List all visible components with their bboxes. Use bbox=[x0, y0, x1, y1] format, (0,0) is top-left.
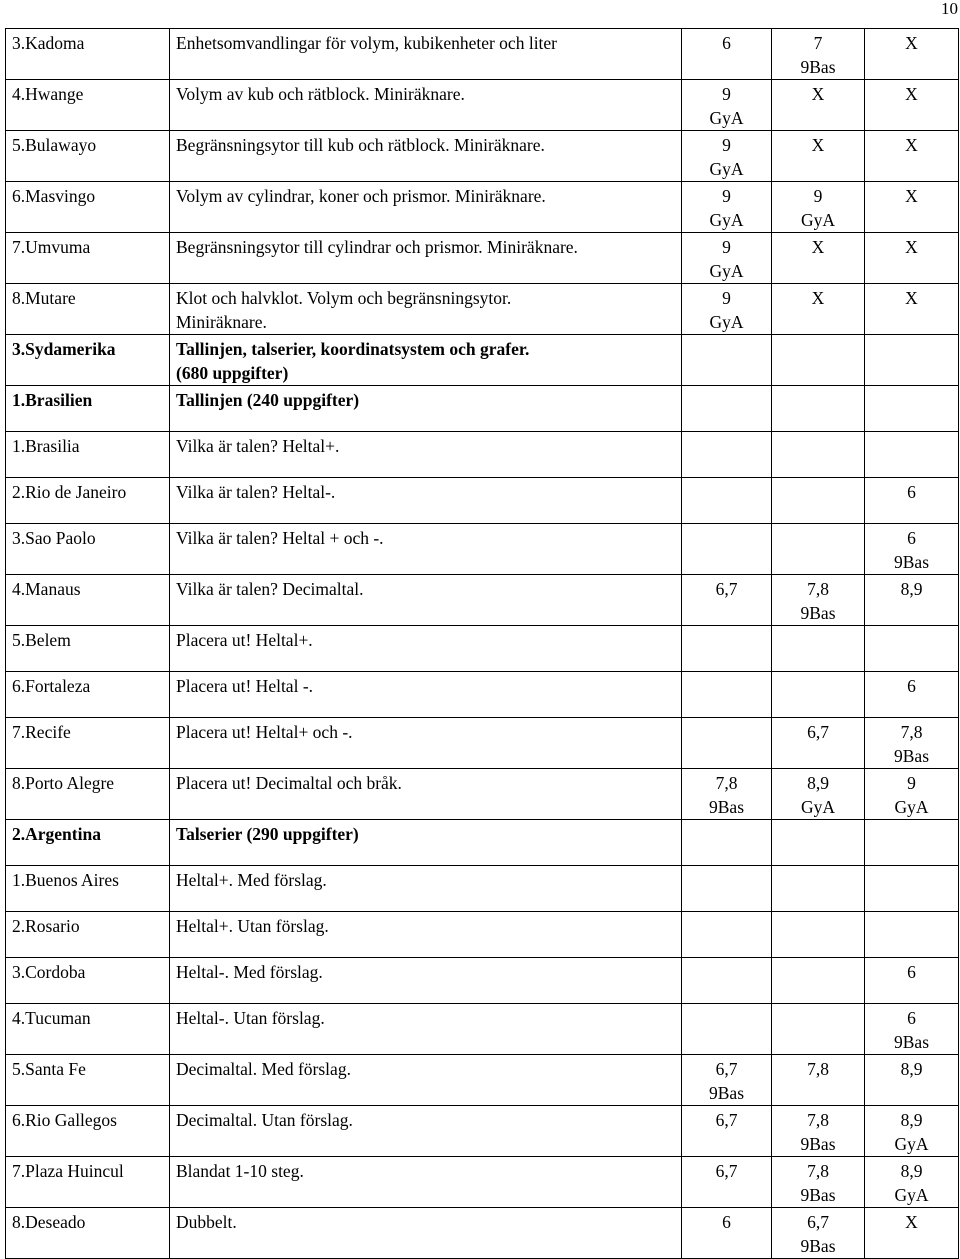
row-description-cell bbox=[170, 1208, 682, 1259]
level-cell-2-text: 8,9 GyA bbox=[800, 773, 836, 817]
row-description-cell-text: Heltal-. Med förslag. bbox=[176, 962, 323, 982]
row-name-cell-text: 7.Umvuma bbox=[12, 237, 91, 257]
row-name-cell bbox=[6, 182, 170, 233]
level-cell-3 bbox=[865, 958, 959, 1004]
level-cell-3-text: 6 bbox=[907, 962, 916, 982]
row-name-cell-text: 8.Deseado bbox=[12, 1212, 86, 1232]
level-cell-3-text: X bbox=[905, 288, 918, 308]
row-description-cell-text: Blandat 1-10 steg. bbox=[176, 1161, 304, 1181]
course-table bbox=[5, 28, 959, 1259]
level-cell-3 bbox=[865, 335, 959, 386]
row-description-cell bbox=[170, 718, 682, 769]
row-name-cell-text: 1.Brasilia bbox=[12, 436, 80, 456]
table-row bbox=[6, 233, 959, 284]
level-cell-1-text: 6,7 bbox=[715, 1110, 738, 1130]
row-description-cell-text: Placera ut! Heltal -. bbox=[176, 676, 314, 696]
row-description-cell-text: Vilka är talen? Decimaltal. bbox=[176, 579, 364, 599]
row-name-cell-text: 5.Belem bbox=[12, 630, 71, 650]
row-name-cell-text: 8.Mutare bbox=[12, 288, 76, 308]
level-cell-1-text: 9 GyA bbox=[709, 135, 744, 179]
level-cell-2-text: X bbox=[811, 237, 825, 257]
level-cell-2 bbox=[772, 672, 865, 718]
level-cell-1-text: 6,7 bbox=[715, 579, 738, 599]
level-cell-1-text: 7,8 9Bas bbox=[709, 773, 744, 817]
level-cell-1 bbox=[682, 958, 772, 1004]
row-description-cell bbox=[170, 386, 682, 432]
level-cell-1 bbox=[682, 131, 772, 182]
level-cell-3 bbox=[865, 386, 959, 432]
row-description-cell-text: Volym av cylindrar, koner och prismor. Miniräknare. bbox=[176, 186, 546, 206]
level-cell-2-text: 6,7 bbox=[807, 722, 829, 742]
level-cell-2 bbox=[772, 335, 865, 386]
row-description-cell bbox=[170, 284, 682, 335]
level-cell-1 bbox=[682, 1055, 772, 1106]
table-row bbox=[6, 478, 959, 524]
level-cell-3-text: 8,9 bbox=[900, 1059, 923, 1079]
level-cell-2 bbox=[772, 912, 865, 958]
row-name-cell-text: 2.Rosario bbox=[12, 916, 80, 936]
row-description-cell bbox=[170, 866, 682, 912]
level-cell-2-text: X bbox=[811, 288, 825, 308]
level-cell-3 bbox=[865, 769, 959, 820]
level-cell-1 bbox=[682, 284, 772, 335]
level-cell-2 bbox=[772, 131, 865, 182]
row-name-cell-text: 3.Sydamerika bbox=[12, 339, 116, 359]
table-row bbox=[6, 386, 959, 432]
row-description-cell bbox=[170, 233, 682, 284]
table-row bbox=[6, 820, 959, 866]
level-cell-1 bbox=[682, 80, 772, 131]
row-description-cell bbox=[170, 524, 682, 575]
level-cell-3-text: 6 bbox=[907, 676, 916, 696]
row-name-cell-text: 3.Kadoma bbox=[12, 33, 85, 53]
level-cell-3 bbox=[865, 575, 959, 626]
table-row bbox=[6, 866, 959, 912]
page-number: 10 bbox=[941, 0, 958, 18]
level-cell-1 bbox=[682, 866, 772, 912]
row-name-cell bbox=[6, 958, 170, 1004]
table-row bbox=[6, 672, 959, 718]
level-cell-2 bbox=[772, 575, 865, 626]
row-description-cell-text: Klot och halvklot. Volym och begränsningsytor. Miniräknare. bbox=[176, 288, 512, 332]
row-description-cell bbox=[170, 182, 682, 233]
table-row bbox=[6, 335, 959, 386]
level-cell-3 bbox=[865, 524, 959, 575]
course-table-body bbox=[6, 29, 959, 1259]
level-cell-2 bbox=[772, 386, 865, 432]
level-cell-3-text: X bbox=[905, 186, 918, 206]
row-description-cell-text: Enhetsomvandlingar för volym, kubikenheter och liter bbox=[176, 33, 558, 53]
table-row bbox=[6, 958, 959, 1004]
table-row bbox=[6, 1004, 959, 1055]
level-cell-2 bbox=[772, 718, 865, 769]
level-cell-3-text: 6 9Bas bbox=[894, 1008, 929, 1052]
level-cell-1-text: 9 GyA bbox=[709, 237, 744, 281]
level-cell-2-text: 7,8 bbox=[807, 1059, 829, 1079]
level-cell-2-text: 7,8 9Bas bbox=[800, 579, 836, 623]
row-name-cell bbox=[6, 575, 170, 626]
level-cell-2 bbox=[772, 233, 865, 284]
level-cell-2 bbox=[772, 1106, 865, 1157]
row-name-cell-text: 4.Hwange bbox=[12, 84, 84, 104]
row-name-cell-text: 3.Cordoba bbox=[12, 962, 86, 982]
level-cell-3 bbox=[865, 233, 959, 284]
level-cell-3-text: X bbox=[905, 135, 918, 155]
level-cell-2 bbox=[772, 626, 865, 672]
row-description-cell-text: Placera ut! Decimaltal och bråk. bbox=[176, 773, 402, 793]
row-description-cell-text: Heltal+. Med förslag. bbox=[176, 870, 327, 890]
level-cell-1-text: 9 GyA bbox=[709, 186, 744, 230]
row-name-cell bbox=[6, 820, 170, 866]
row-description-cell-text: Placera ut! Heltal+. bbox=[176, 630, 313, 650]
level-cell-1 bbox=[682, 1004, 772, 1055]
row-name-cell bbox=[6, 432, 170, 478]
table-row bbox=[6, 575, 959, 626]
row-name-cell-text: 7.Plaza Huincul bbox=[12, 1161, 124, 1181]
row-name-cell-text: 6.Fortaleza bbox=[12, 676, 91, 696]
row-description-cell bbox=[170, 958, 682, 1004]
level-cell-3 bbox=[865, 1157, 959, 1208]
level-cell-1 bbox=[682, 432, 772, 478]
table-row bbox=[6, 1208, 959, 1259]
row-description-cell-text: Vilka är talen? Heltal + och -. bbox=[176, 528, 384, 548]
level-cell-3-text: 7,8 9Bas bbox=[894, 722, 929, 766]
row-name-cell-text: 3.Sao Paolo bbox=[12, 528, 96, 548]
level-cell-3 bbox=[865, 672, 959, 718]
level-cell-1 bbox=[682, 672, 772, 718]
row-description-cell bbox=[170, 1106, 682, 1157]
level-cell-3-text: X bbox=[905, 1212, 918, 1232]
row-description-cell-text: Vilka är talen? Heltal-. bbox=[176, 482, 336, 502]
table-row bbox=[6, 432, 959, 478]
row-description-cell bbox=[170, 29, 682, 80]
level-cell-1 bbox=[682, 575, 772, 626]
level-cell-2-text: 7,8 9Bas bbox=[800, 1161, 836, 1205]
row-name-cell bbox=[6, 1157, 170, 1208]
level-cell-1 bbox=[682, 182, 772, 233]
level-cell-1 bbox=[682, 478, 772, 524]
table-row bbox=[6, 29, 959, 80]
row-description-cell-text: Heltal+. Utan förslag. bbox=[176, 916, 329, 936]
row-name-cell-text: 5.Bulawayo bbox=[12, 135, 97, 155]
level-cell-3 bbox=[865, 626, 959, 672]
level-cell-2 bbox=[772, 432, 865, 478]
level-cell-3-text: 6 bbox=[907, 482, 916, 502]
level-cell-3 bbox=[865, 1208, 959, 1259]
level-cell-1 bbox=[682, 386, 772, 432]
level-cell-3 bbox=[865, 820, 959, 866]
row-description-cell-text: Heltal-. Utan förslag. bbox=[176, 1008, 325, 1028]
table-row bbox=[6, 131, 959, 182]
level-cell-2 bbox=[772, 29, 865, 80]
level-cell-2-text: 7 9Bas bbox=[800, 33, 836, 77]
level-cell-2 bbox=[772, 1004, 865, 1055]
level-cell-3 bbox=[865, 478, 959, 524]
table-row bbox=[6, 524, 959, 575]
row-description-cell bbox=[170, 1004, 682, 1055]
level-cell-1 bbox=[682, 524, 772, 575]
row-name-cell bbox=[6, 1004, 170, 1055]
level-cell-2 bbox=[772, 958, 865, 1004]
row-name-cell bbox=[6, 284, 170, 335]
level-cell-1 bbox=[682, 626, 772, 672]
row-name-cell bbox=[6, 718, 170, 769]
level-cell-1 bbox=[682, 29, 772, 80]
level-cell-1-text: 6 bbox=[722, 1212, 731, 1232]
table-row bbox=[6, 1106, 959, 1157]
level-cell-1-text: 9 GyA bbox=[709, 84, 744, 128]
level-cell-3 bbox=[865, 866, 959, 912]
row-description-cell bbox=[170, 575, 682, 626]
level-cell-3 bbox=[865, 432, 959, 478]
level-cell-3 bbox=[865, 1004, 959, 1055]
row-name-cell-text: 4.Tucuman bbox=[12, 1008, 91, 1028]
row-description-cell-text: Vilka är talen? Heltal+. bbox=[176, 436, 340, 456]
row-name-cell bbox=[6, 524, 170, 575]
level-cell-1-text: 6,7 bbox=[715, 1161, 738, 1181]
level-cell-3-text: 9 GyA bbox=[894, 773, 929, 817]
level-cell-3 bbox=[865, 284, 959, 335]
row-description-cell bbox=[170, 1055, 682, 1106]
level-cell-3-text: 8,9 GyA bbox=[894, 1110, 929, 1154]
level-cell-2 bbox=[772, 769, 865, 820]
level-cell-2 bbox=[772, 524, 865, 575]
level-cell-1 bbox=[682, 1157, 772, 1208]
row-description-cell-text: Tallinjen, talserier, koordinatsystem och grafer. (680 uppgifter) bbox=[176, 339, 530, 383]
row-description-cell bbox=[170, 1157, 682, 1208]
level-cell-3 bbox=[865, 29, 959, 80]
row-description-cell-text: Talserier (290 uppgifter) bbox=[176, 824, 359, 844]
table-row bbox=[6, 718, 959, 769]
row-description-cell-text: Begränsningsytor till kub och rätblock. Miniräknare. bbox=[176, 135, 545, 155]
row-name-cell-text: 7.Recife bbox=[12, 722, 71, 742]
row-name-cell bbox=[6, 80, 170, 131]
row-description-cell-text: Tallinjen (240 uppgifter) bbox=[176, 390, 360, 410]
table-row bbox=[6, 284, 959, 335]
row-name-cell-text: 5.Santa Fe bbox=[12, 1059, 86, 1079]
row-name-cell bbox=[6, 769, 170, 820]
row-name-cell bbox=[6, 912, 170, 958]
level-cell-2 bbox=[772, 820, 865, 866]
row-description-cell bbox=[170, 432, 682, 478]
level-cell-1 bbox=[682, 718, 772, 769]
row-name-cell bbox=[6, 1106, 170, 1157]
row-name-cell bbox=[6, 1208, 170, 1259]
level-cell-3-text: X bbox=[905, 84, 918, 104]
level-cell-2 bbox=[772, 478, 865, 524]
level-cell-2-text: 9 GyA bbox=[800, 186, 836, 230]
row-name-cell-text: 2.Rio de Janeiro bbox=[12, 482, 127, 502]
row-name-cell bbox=[6, 866, 170, 912]
row-name-cell-text: 6.Masvingo bbox=[12, 186, 96, 206]
level-cell-1-text: 6,7 9Bas bbox=[709, 1059, 744, 1103]
level-cell-3-text: 8,9 bbox=[900, 579, 923, 599]
level-cell-3-text: X bbox=[905, 237, 918, 257]
row-description-cell-text: Volym av kub och rätblock. Miniräknare. bbox=[176, 84, 465, 104]
level-cell-2-text: 7,8 9Bas bbox=[800, 1110, 836, 1154]
row-description-cell bbox=[170, 769, 682, 820]
table-row bbox=[6, 1055, 959, 1106]
level-cell-3 bbox=[865, 182, 959, 233]
row-name-cell-text: 8.Porto Alegre bbox=[12, 773, 115, 793]
level-cell-2-text: X bbox=[811, 84, 825, 104]
level-cell-2-text: X bbox=[811, 135, 825, 155]
level-cell-3 bbox=[865, 131, 959, 182]
level-cell-1 bbox=[682, 1208, 772, 1259]
row-name-cell bbox=[6, 626, 170, 672]
row-description-cell bbox=[170, 820, 682, 866]
row-name-cell bbox=[6, 335, 170, 386]
row-name-cell bbox=[6, 131, 170, 182]
table-row bbox=[6, 769, 959, 820]
level-cell-2-text: 6,7 9Bas bbox=[800, 1212, 836, 1256]
row-name-cell-text: 1.Brasilien bbox=[12, 390, 93, 410]
row-name-cell bbox=[6, 1055, 170, 1106]
table-row bbox=[6, 1157, 959, 1208]
row-description-cell-text: Placera ut! Heltal+ och -. bbox=[176, 722, 353, 742]
row-description-cell-text: Decimaltal. Utan förslag. bbox=[176, 1110, 353, 1130]
table-row bbox=[6, 912, 959, 958]
row-name-cell bbox=[6, 386, 170, 432]
level-cell-3-text: 8,9 GyA bbox=[894, 1161, 929, 1205]
level-cell-1 bbox=[682, 335, 772, 386]
level-cell-3 bbox=[865, 1106, 959, 1157]
level-cell-1 bbox=[682, 233, 772, 284]
level-cell-3 bbox=[865, 1055, 959, 1106]
row-name-cell-text: 2.Argentina bbox=[12, 824, 101, 844]
row-name-cell-text: 1.Buenos Aires bbox=[12, 870, 119, 890]
table-row bbox=[6, 182, 959, 233]
level-cell-2 bbox=[772, 80, 865, 131]
level-cell-2 bbox=[772, 182, 865, 233]
level-cell-1 bbox=[682, 912, 772, 958]
row-name-cell-text: 4.Manaus bbox=[12, 579, 81, 599]
row-name-cell bbox=[6, 233, 170, 284]
row-description-cell-text: Decimaltal. Med förslag. bbox=[176, 1059, 351, 1079]
row-description-cell bbox=[170, 335, 682, 386]
row-description-cell bbox=[170, 478, 682, 524]
level-cell-1-text: 9 GyA bbox=[709, 288, 744, 332]
table-row bbox=[6, 80, 959, 131]
level-cell-3-text: X bbox=[905, 33, 918, 53]
row-name-cell bbox=[6, 478, 170, 524]
row-description-cell-text: Dubbelt. bbox=[176, 1212, 237, 1232]
level-cell-2 bbox=[772, 1157, 865, 1208]
row-description-cell bbox=[170, 672, 682, 718]
level-cell-2 bbox=[772, 866, 865, 912]
row-description-cell bbox=[170, 912, 682, 958]
level-cell-3-text: 6 9Bas bbox=[894, 528, 929, 572]
level-cell-3 bbox=[865, 718, 959, 769]
row-description-cell-text: Begränsningsytor till cylindrar och prismor. Miniräknare. bbox=[176, 237, 578, 257]
level-cell-3 bbox=[865, 80, 959, 131]
level-cell-2 bbox=[772, 1208, 865, 1259]
level-cell-3 bbox=[865, 912, 959, 958]
level-cell-1 bbox=[682, 820, 772, 866]
level-cell-1-text: 6 bbox=[722, 33, 731, 53]
level-cell-1 bbox=[682, 1106, 772, 1157]
level-cell-2 bbox=[772, 1055, 865, 1106]
row-name-cell bbox=[6, 29, 170, 80]
row-description-cell bbox=[170, 626, 682, 672]
level-cell-1 bbox=[682, 769, 772, 820]
row-description-cell bbox=[170, 80, 682, 131]
table-row bbox=[6, 626, 959, 672]
row-name-cell-text: 6.Rio Gallegos bbox=[12, 1110, 117, 1130]
level-cell-2 bbox=[772, 284, 865, 335]
row-name-cell bbox=[6, 672, 170, 718]
row-description-cell bbox=[170, 131, 682, 182]
